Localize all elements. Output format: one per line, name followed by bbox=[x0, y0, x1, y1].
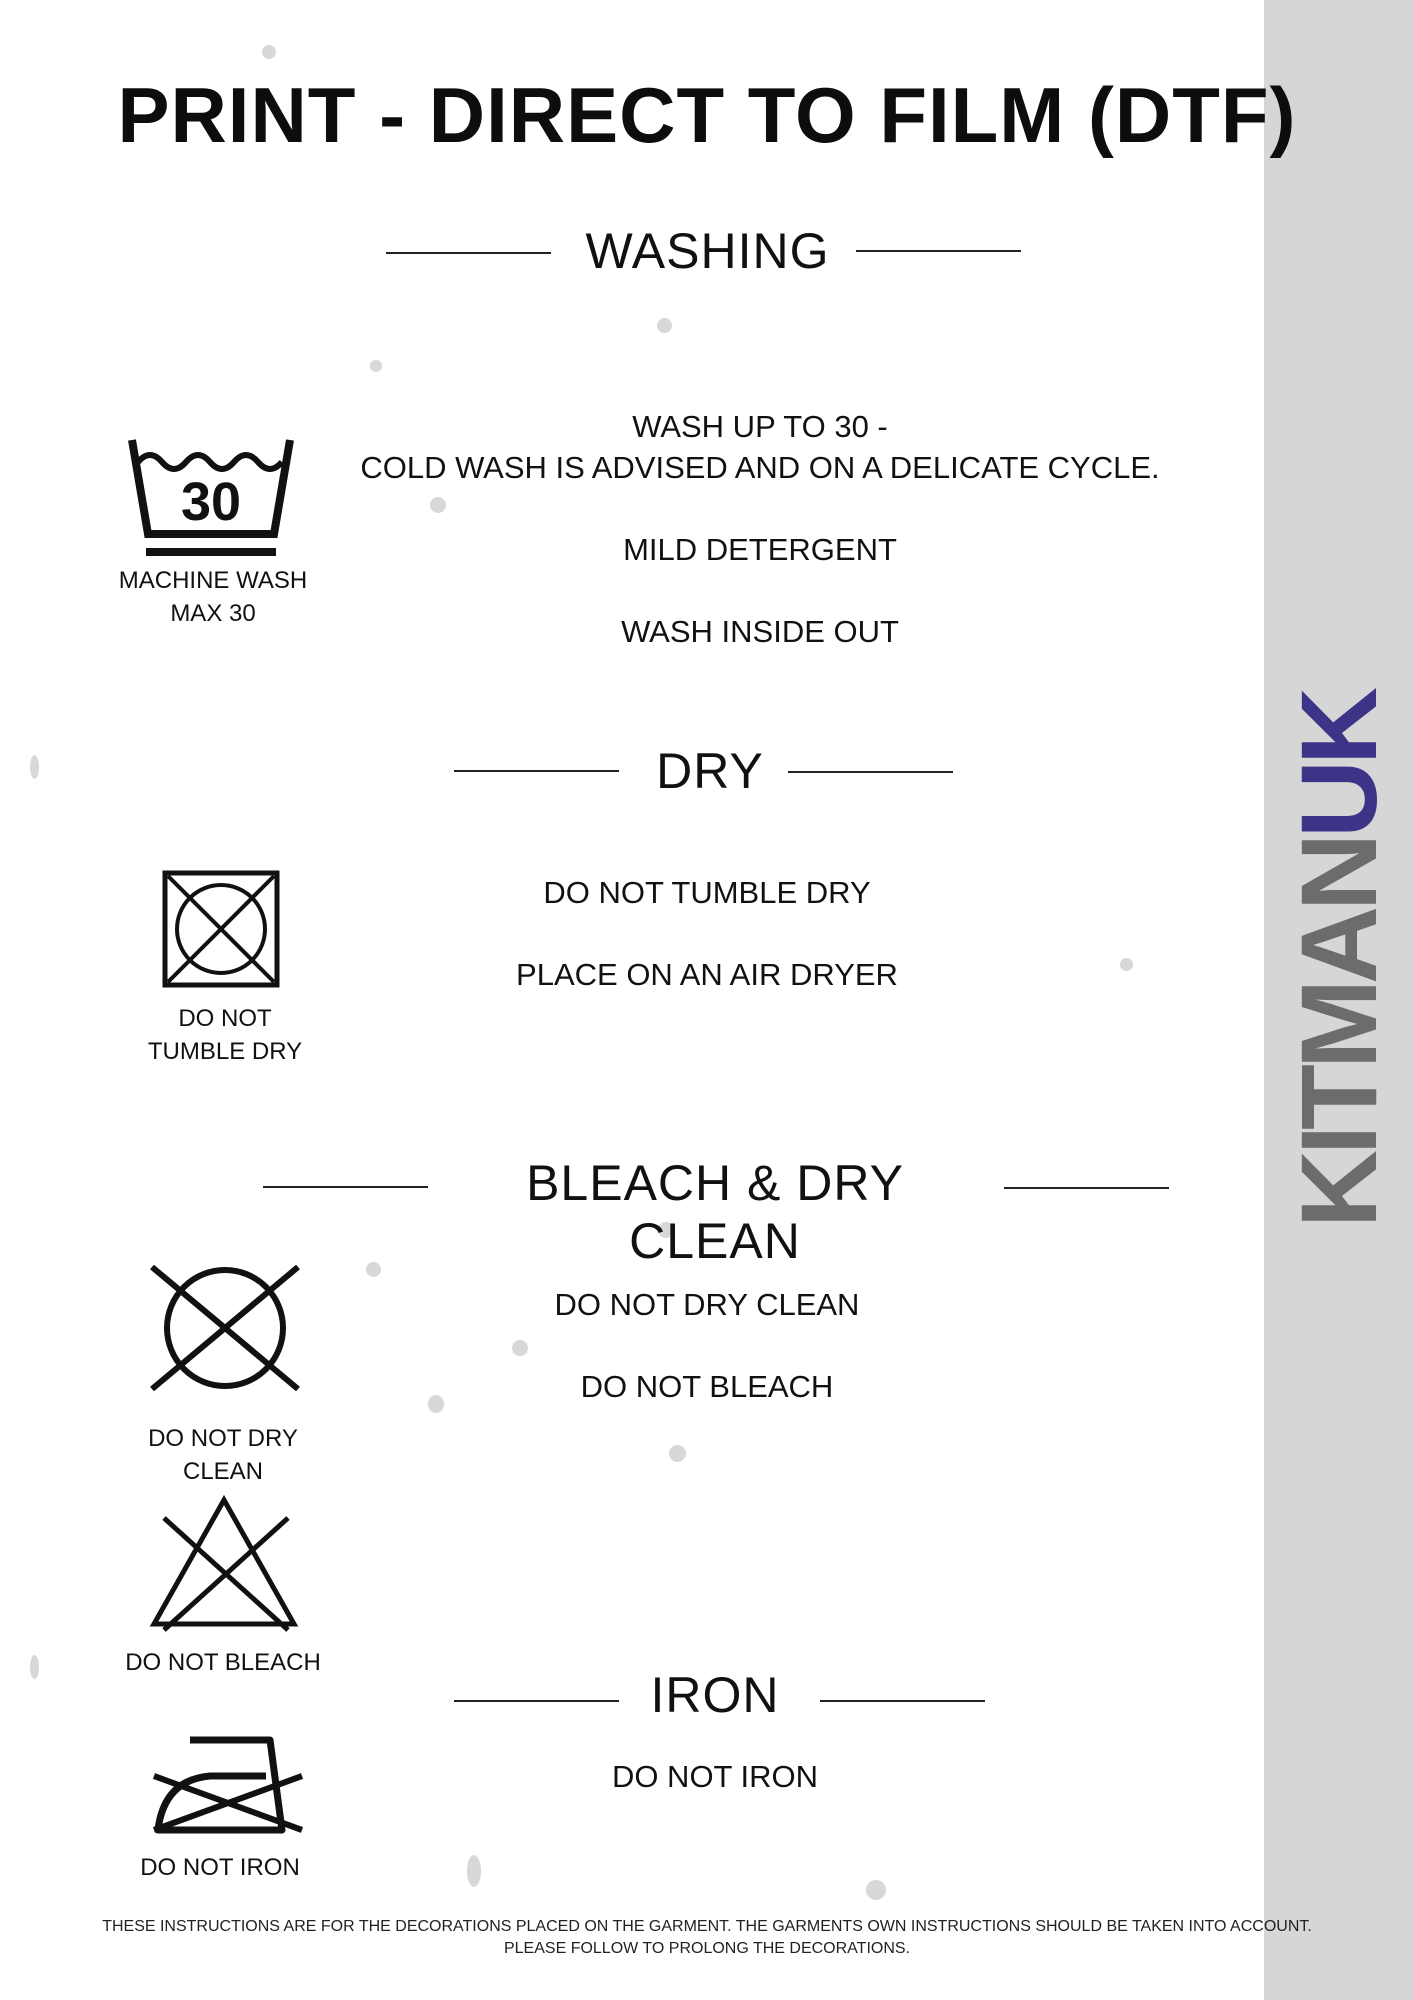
section-rule-right bbox=[1004, 1187, 1169, 1189]
footer-line1: THESE INSTRUCTIONS ARE FOR THE DECORATIONS PLACED ON THE GARMENT. THE GARMENTS OWN INSTRUCTIONS SHOULD BE TAKEN INTO ACCOUNT. bbox=[102, 1918, 1312, 1935]
footer-note bbox=[0, 1916, 1414, 1960]
section-rule-right bbox=[856, 250, 1021, 252]
decor-speck bbox=[866, 1880, 886, 1900]
dryclean-icon-label-line1: DO NOT DRY bbox=[148, 1425, 298, 1452]
bleach-line1: DO NOT DRY CLEAN bbox=[554, 1287, 860, 1322]
bleach-line2: DO NOT BLEACH bbox=[580, 1369, 834, 1404]
dry-text bbox=[430, 872, 984, 995]
washing-line3: MILD DETERGENT bbox=[623, 532, 897, 567]
dry-icon-label bbox=[110, 1002, 340, 1068]
washing-line2: COLD WASH IS ADVISED AND ON A DELICATE CYCLE. bbox=[360, 450, 1160, 485]
bleach-icon-label: DO NOT BLEACH bbox=[125, 1649, 321, 1676]
machine-wash-30-icon bbox=[126, 432, 296, 562]
wash-icon-label-line1: MACHINE WASH bbox=[118, 567, 308, 594]
washing-heading: WASHING bbox=[585, 223, 830, 279]
iron-line1: DO NOT IRON bbox=[611, 1759, 819, 1794]
do-not-dry-clean-icon bbox=[150, 1265, 300, 1391]
dry-line1: DO NOT TUMBLE DRY bbox=[543, 875, 871, 910]
wash-temp-number: 30 bbox=[180, 472, 242, 532]
do-not-bleach-icon bbox=[148, 1494, 300, 1634]
decor-speck bbox=[1120, 958, 1133, 971]
decor-speck bbox=[366, 1262, 381, 1277]
do-not-tumble-dry-icon bbox=[160, 868, 282, 990]
washing-line4: WASH INSIDE OUT bbox=[621, 614, 899, 649]
dry-icon-label-line2: TUMBLE DRY bbox=[147, 1038, 303, 1065]
decor-speck bbox=[30, 755, 39, 779]
dry-line2: PLACE ON AN AIR DRYER bbox=[516, 957, 898, 992]
dry-icon-label-line1: DO NOT bbox=[178, 1005, 272, 1032]
dryclean-icon-label bbox=[110, 1422, 336, 1488]
section-rule-left bbox=[386, 252, 551, 254]
wash-icon-label bbox=[100, 564, 326, 630]
decor-speck bbox=[657, 318, 672, 333]
section-rule-left bbox=[263, 1186, 428, 1188]
section-rule-right bbox=[788, 771, 953, 773]
decor-speck bbox=[30, 1655, 39, 1679]
do-not-iron-icon bbox=[150, 1730, 310, 1842]
bleach-text bbox=[430, 1284, 984, 1407]
dry-heading: DRY bbox=[656, 743, 764, 799]
section-rule-left bbox=[454, 1700, 619, 1702]
footer-line2: PLEASE FOLLOW TO PROLONG THE DECORATIONS. bbox=[503, 1940, 910, 1957]
section-rule-left bbox=[454, 770, 619, 772]
page-title: PRINT - DIRECT TO FILM (DTF) bbox=[117, 71, 1297, 159]
decor-speck bbox=[669, 1445, 686, 1462]
section-rule-right bbox=[820, 1700, 985, 1702]
decor-speck bbox=[262, 45, 276, 59]
decor-speck bbox=[467, 1855, 481, 1887]
washing-text bbox=[340, 406, 1180, 652]
washing-line1: WASH UP TO 30 - bbox=[632, 409, 888, 444]
wash-icon-label-line2: MAX 30 bbox=[170, 600, 256, 627]
bleach-heading: BLEACH & DRY CLEAN bbox=[526, 1155, 904, 1269]
iron-icon-label: DO NOT IRON bbox=[140, 1854, 300, 1881]
iron-text bbox=[520, 1756, 910, 1797]
brand-logo: KITMANUK bbox=[1278, 692, 1399, 1228]
decor-speck bbox=[370, 360, 382, 372]
dryclean-icon-label-line2: CLEAN bbox=[182, 1458, 264, 1485]
iron-heading: IRON bbox=[650, 1667, 780, 1723]
